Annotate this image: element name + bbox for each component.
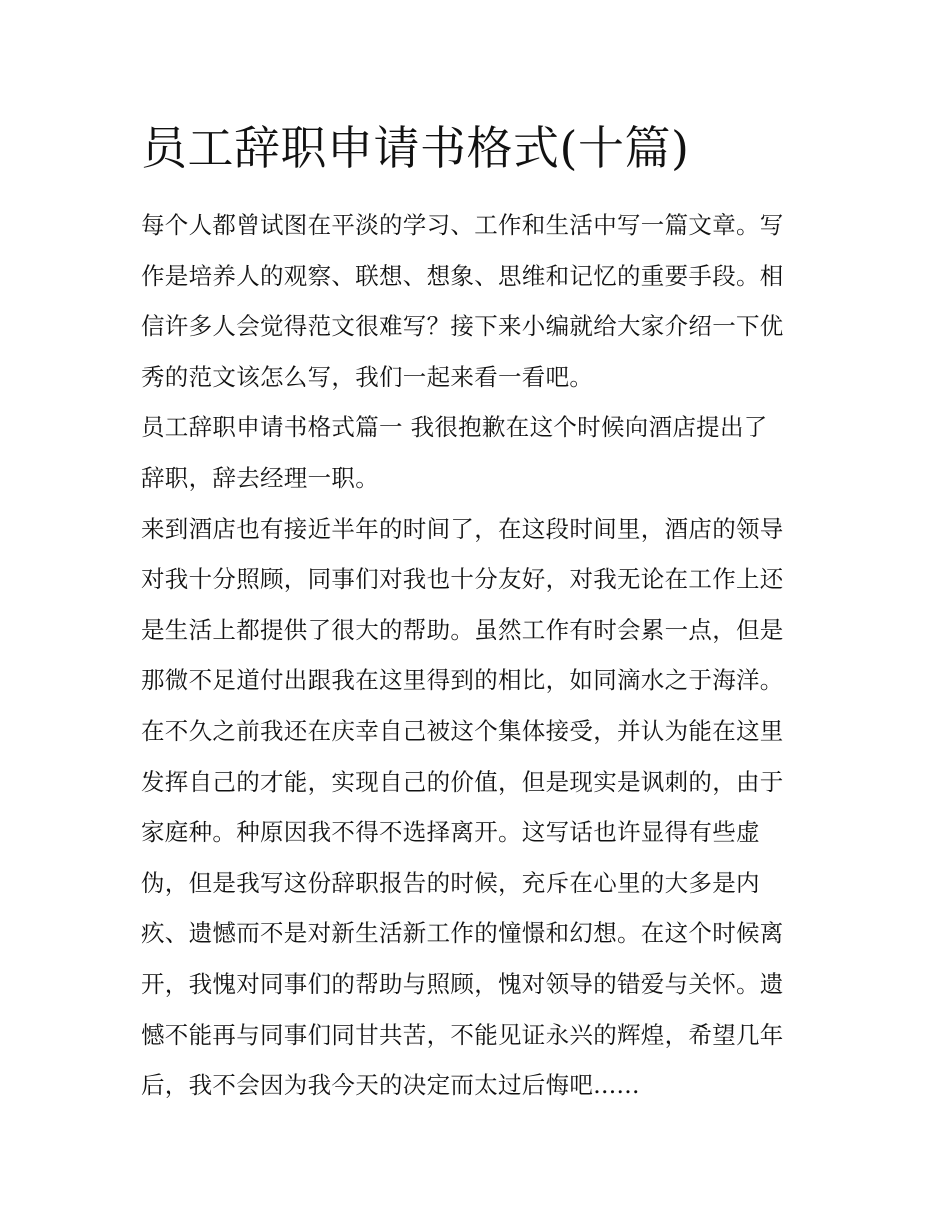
- text-line-15: 疚、遗憾而不是对新生活新工作的憧憬和幻想。在这个时候离: [141, 919, 784, 948]
- text-line-5: 员工辞职申请书格式篇一 我很抱歉在这个时候向酒店提出了: [141, 413, 768, 442]
- text-line-11: 在不久之前我还在庆幸自己被这个集体接受，并认为能在这里: [141, 716, 784, 745]
- text-line-2: 作是培养人的观察、联想、想象、思维和记忆的重要手段。相: [141, 261, 784, 290]
- text-line-3: 信许多人会觉得范文很难写？接下来小编就给大家介绍一下优: [141, 312, 784, 341]
- text-line-13: 家庭种。种原因我不得不选择离开。这写话也许显得有些虚: [141, 818, 760, 847]
- text-line-14: 伪，但是我写这份辞职报告的时候，充斥在心里的大多是内: [141, 868, 760, 897]
- document-body: [141, 200, 821, 1111]
- text-line-4: 秀的范文该怎么写，我们一起来看一看吧。: [141, 362, 594, 391]
- text-line-7: 来到酒店也有接近半年的时间了，在这段时间里，酒店的领导: [141, 514, 784, 543]
- text-line-6: 辞职，辞去经理一职。: [141, 463, 379, 492]
- text-line-1: 每个人都曾试图在平淡的学习、工作和生活中写一篇文章。写: [141, 211, 784, 239]
- text-line-18: 后，我不会因为我今天的决定而太过后悔吧......: [141, 1071, 640, 1100]
- text-line-8: 对我十分照顾，同事们对我也十分友好，对我无论在工作上还: [141, 565, 784, 594]
- text-line-9: 是生活上都提供了很大的帮助。虽然工作有时会累一点，但是: [141, 615, 784, 644]
- text-line-16: 开，我愧对同事们的帮助与照顾，愧对领导的错爱与关怀。遗: [141, 969, 784, 998]
- text-line-12: 发挥自己的才能，实现自己的价值，但是现实是讽刺的，由于: [141, 767, 784, 796]
- text-line-10: 那微不足道付出跟我在这里得到的相比，如同滴水之于海洋。: [141, 666, 784, 695]
- text-line-17: 憾不能再与同事们同甘共苦，不能见证永兴的辉煌，希望几年: [141, 1020, 784, 1049]
- document-title: 员工辞职申请书格式(十篇): [141, 121, 690, 175]
